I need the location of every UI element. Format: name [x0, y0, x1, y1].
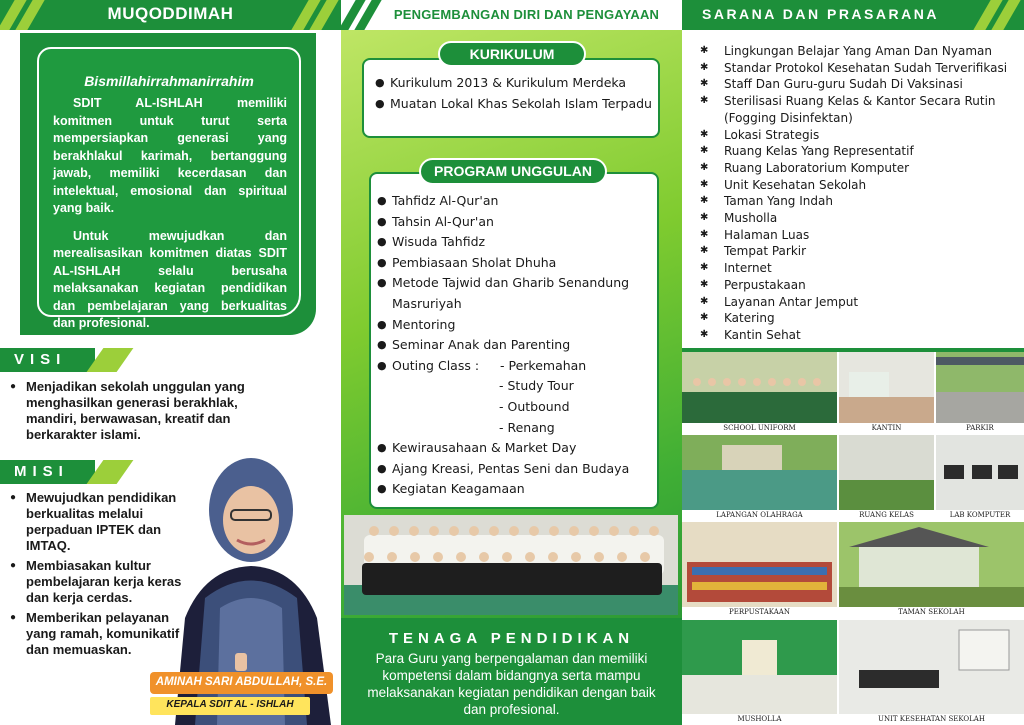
photo-taman-sekolah — [839, 522, 1024, 618]
misi-header — [0, 460, 95, 484]
photo-image — [936, 435, 1024, 510]
photo-caption: KANTIN — [839, 423, 934, 434]
sarana-item: ✱ Internet — [700, 260, 1024, 277]
sarana-title: SARANA DAN PRASARANA — [702, 6, 939, 22]
sarana-item: ✱ Katering — [700, 310, 1024, 327]
principal-title-plate — [150, 697, 310, 715]
photo-perpustakaan — [682, 522, 837, 618]
photo-caption: PARKIR — [936, 423, 1024, 434]
kurikulum-list — [375, 73, 655, 114]
tenaga-title: TENAGA PENDIDIKAN — [388, 630, 635, 647]
outing-label: Outing Class : — [392, 357, 480, 373]
photo-lab-komputer — [936, 435, 1024, 521]
program-item: ● Pembiasaan Sholat Dhuha — [377, 253, 655, 274]
photo-caption: SCHOOL UNIFORM — [682, 423, 837, 434]
sarana-item: ✱ Lingkungan Belajar Yang Aman Dan Nyaman — [700, 43, 1024, 60]
photo-image — [682, 435, 837, 510]
program-item: ● Metode Tajwid dan Gharib Senandung Masruriyah — [377, 273, 655, 314]
photo-ruang-kelas — [839, 435, 934, 521]
visi-item: ● Menjadikan sekolah unggulan yang menghasilkan generasi berakhlak, mandiri, berwawasan, kreatif dan berkarakter islami. — [10, 379, 270, 443]
photo-caption: LAPANGAN OLAHRAGA — [682, 510, 837, 521]
right-panel — [682, 0, 1024, 725]
pengembangan-title: PENGEMBANGAN DIRI DAN PENGAYAAN — [393, 7, 660, 22]
sarana-list — [700, 43, 1024, 344]
greeting: Bismillahirrahmanirrahim — [84, 73, 254, 89]
outing-item: - Perkemahan — [500, 357, 587, 373]
sarana-item: ✱ Kantin Sehat — [700, 327, 1024, 344]
program-item: ● Mentoring — [377, 315, 655, 336]
misi-item: ● Mewujudkan pendidikan berkualitas melalui perpaduan IPTEK dan IMTAQ. — [10, 490, 190, 554]
principal-title: KEPALA SDIT AL - ISHLAH — [166, 699, 294, 710]
principal-name: AMINAH SARI ABDULLAH, S.E. — [155, 676, 328, 688]
sarana-item: ✱ Musholla — [700, 210, 1024, 227]
photo-image — [839, 435, 934, 510]
photo-image — [839, 620, 1024, 714]
intro-text — [53, 95, 287, 343]
photo-image — [682, 522, 837, 607]
sarana-item: ✱ Ruang Kelas Yang Representatif — [700, 143, 1024, 160]
program-item: ● Tahsin Al-Qur'an — [377, 212, 655, 233]
misi-item: ● Memberikan pelayanan yang ramah, komunikatif dan memuaskan. — [10, 610, 190, 658]
outing-item: - Outbound — [499, 398, 570, 414]
program-item: ● Seminar Anak dan Parenting — [377, 335, 655, 356]
middle-panel — [341, 0, 682, 725]
sarana-item: ✱ Halaman Luas — [700, 227, 1024, 244]
program-item: ● Kegiatan Keagamaan — [377, 479, 655, 500]
program-item: ● Wisuda Tahfidz — [377, 232, 655, 253]
photo-image — [682, 352, 837, 423]
tenaga-section — [341, 618, 682, 725]
photo-image — [936, 352, 1024, 423]
photo-image — [682, 620, 837, 714]
left-panel — [0, 0, 341, 725]
program-item: ● Ajang Kreasi, Pentas Seni dan Budaya — [377, 459, 655, 480]
photo-caption: LAB KOMPUTER — [936, 510, 1024, 521]
visi-list — [10, 379, 270, 447]
photo-school-uniform — [682, 352, 837, 434]
program-item: ● Tahfidz Al-Qur'an — [377, 191, 655, 212]
misi-label: MISI — [14, 463, 69, 480]
sarana-item: ✱ Standar Protokol Kesehatan Sudah Terverifikasi — [700, 60, 1024, 77]
sarana-header — [682, 0, 1024, 30]
program-item: ● Kewirausahaan & Market Day — [377, 438, 655, 459]
principal-name-plate — [150, 672, 333, 694]
visi-header — [0, 348, 95, 372]
program-pill: PROGRAM UNGGULAN — [419, 158, 607, 185]
sarana-item: ✱ Ruang Laboratorium Komputer — [700, 160, 1024, 177]
photo-musholla — [682, 620, 837, 725]
program-item — [377, 356, 655, 377]
visi-label: VISI — [14, 351, 67, 368]
sarana-item: ✱ Sterilisasi Ruang Kelas & Kantor Secara Rutin (Fogging Disinfektan) — [700, 93, 1024, 126]
photo-image — [839, 522, 1024, 607]
outing-item: - Renang — [499, 419, 555, 435]
muqoddimah-header — [0, 0, 341, 30]
photo-kantin — [839, 352, 934, 434]
sarana-item: ✱ Unit Kesehatan Sekolah — [700, 177, 1024, 194]
misi-list — [10, 490, 190, 662]
sarana-item: ✱ Lokasi Strategis — [700, 127, 1024, 144]
photo-image — [839, 352, 934, 423]
photo-uks — [839, 620, 1024, 725]
photo-lapangan — [682, 435, 837, 521]
photo-caption: PERPUSTAKAAN — [682, 607, 837, 618]
intro-paragraph: Untuk mewujudkan dan merealisasikan komitmen diatas SDIT AL-ISHLAH selalu berusaha melaksanakan kegiatan pendidikan dan pembelajaran yang berkualitas dan profesional. — [53, 228, 287, 330]
photo-caption: MUSHOLLA — [682, 714, 837, 725]
photo-caption: UNIT KESEHATAN SEKOLAH — [839, 714, 1024, 725]
sarana-item: ✱ Perpustakaan — [700, 277, 1024, 294]
sarana-item: ✱ Tempat Parkir — [700, 243, 1024, 260]
photo-caption: TAMAN SEKOLAH — [839, 607, 1024, 618]
program-list — [377, 191, 655, 500]
tenaga-text: Para Guru yang berpengalaman dan memiliki kompetensi dalam bidangnya serta mampu melaksanakan kegiatan pendidikan dengan baik dan profesional. — [367, 651, 656, 717]
outing-item: - Study Tour — [499, 378, 574, 394]
intro-paragraph: SDIT AL-ISHLAH memiliki komitmen untuk turut serta mempersiapkan generasi yang berakhlakul karimah, bertanggung jawab, memiliki kecerdasan dan intelektual, emosional dan spiritual yang baik. — [53, 96, 287, 215]
photo-parkir — [936, 352, 1024, 434]
intro-card — [37, 47, 301, 330]
kurikulum-item: ● Muatan Lokal Khas Sekolah Islam Terpadu — [375, 94, 655, 115]
sarana-item: ✱ Taman Yang Indah — [700, 193, 1024, 210]
kurikulum-item: ● Kurikulum 2013 & Kurikulum Merdeka — [375, 73, 655, 94]
kurikulum-pill: KURIKULUM — [438, 41, 586, 67]
group-photo — [344, 515, 678, 615]
pengembangan-header — [341, 0, 682, 30]
photo-caption: RUANG KELAS — [839, 510, 934, 521]
misi-item: ● Membiasakan kultur pembelajaran kerja keras dan kerja cerdas. — [10, 558, 190, 606]
muqoddimah-title: MUQODDIMAH — [107, 4, 234, 23]
sarana-item: ✱ Staff Dan Guru-guru Sudah Di Vaksinasi — [700, 76, 1024, 93]
sarana-item: ✱ Layanan Antar Jemput — [700, 294, 1024, 311]
